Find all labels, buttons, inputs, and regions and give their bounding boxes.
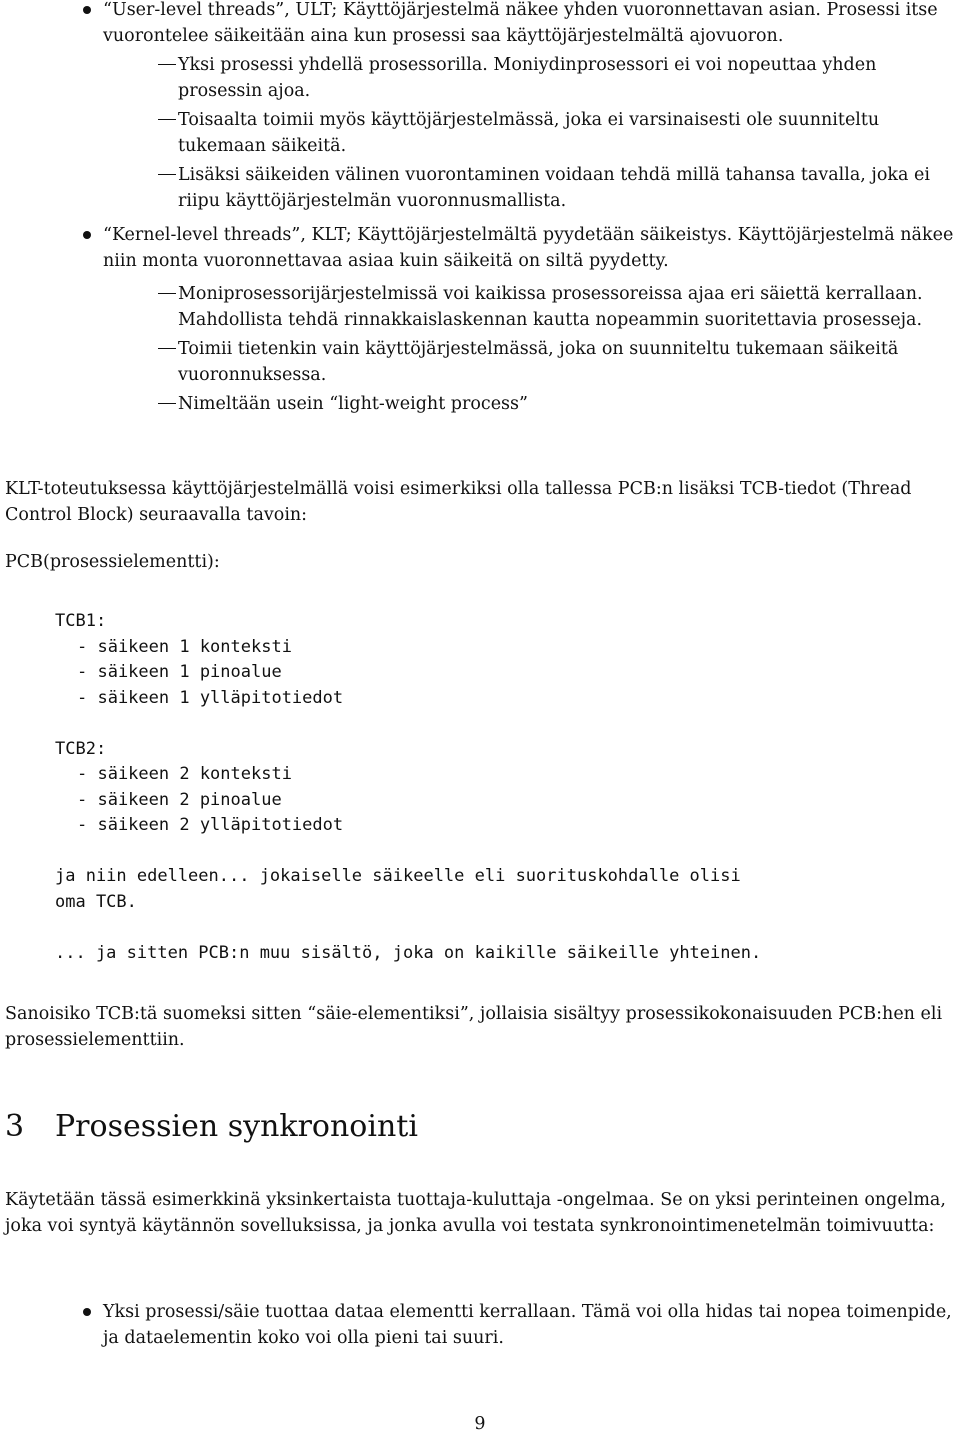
code-line: - säikeen 1 pinoalue xyxy=(77,662,282,682)
code-line: - säikeen 1 konteksti xyxy=(77,636,292,657)
code-line: - säikeen 2 pinoalue xyxy=(77,789,282,810)
bullet-text: “Kernel-level threads”, KLT; Käyttöjärjestelmältä pyydetään säikeistys. Käyttöjärjestelmä näkee niin monta vuoronnettavaa asiaa kuin säikeitä on siltä pyydetty. xyxy=(103,225,954,271)
code-blank-line xyxy=(5,839,955,865)
bullet-list-bottom xyxy=(5,1299,955,1351)
sub-item xyxy=(5,107,955,159)
code-line: - säikeen 2 ylläpitotiedot xyxy=(77,815,344,835)
section-number: 3 xyxy=(5,1109,25,1144)
code-line: TCB2: xyxy=(55,738,107,759)
sub-item xyxy=(5,162,955,214)
sub-item xyxy=(5,52,955,104)
sub-item xyxy=(5,336,955,388)
paragraph-klt: KLT-toteutuksessa käyttöjärjestelmällä voisi esimerkiksi olla tallessa PCB:n lisäksi TCB-tiedot (Thread Control Block) seuraavalla tavoin: xyxy=(5,479,912,525)
paragraph-pcb: PCB(prosessielementti): xyxy=(5,552,220,572)
sub-item-text: Yksi prosessi yhdellä prosessorilla. Moniydinprosessori ei voi nopeuttaa yhden prosessin ajoa. xyxy=(178,55,877,101)
code-line: oma TCB. xyxy=(55,891,137,912)
bullet-dot-icon xyxy=(83,6,91,14)
code-line: ja niin edelleen... jokaiselle säikeelle eli suorituskohdalle olisi xyxy=(55,866,741,886)
bullet-dot-icon xyxy=(83,1308,91,1316)
bullet-text: Yksi prosessi/säie tuottaa dataa elementti kerrallaan. Tämä voi olla hidas tai nopea toimenpide, ja dataelementin koko voi olla pieni tai suuri. xyxy=(103,1302,952,1348)
page-number: 9 xyxy=(474,1414,486,1434)
bullet-dot-icon xyxy=(83,231,91,239)
bullet-item-ult xyxy=(5,0,955,49)
dash-icon xyxy=(158,403,176,404)
code-line: - säikeen 1 ylläpitotiedot xyxy=(77,687,344,708)
code-blank-line xyxy=(5,915,955,941)
sub-item-text: Toimii tietenkin vain käyttöjärjestelmässä, joka on suunniteltu tukemaan säikeitä vuoronnuksessa. xyxy=(178,339,899,385)
dash-icon xyxy=(158,348,176,349)
paragraph-sanoisiko: Sanoisiko TCB:tä suomeksi sitten “säie-elementiksi”, jollaisia sisältyy prosessikokonaisuuden PCB:hen eli prosessielementtiin. xyxy=(5,1004,943,1050)
code-line: ... ja sitten PCB:n muu sisältö, joka on kaikille säikeille yhteinen. xyxy=(55,942,762,963)
code-blank-line xyxy=(5,711,955,737)
dash-icon xyxy=(158,174,176,175)
section-title: Prosessien synkronointi xyxy=(55,1109,418,1144)
bullet-list-top xyxy=(5,0,955,417)
section-heading xyxy=(5,1108,955,1146)
sub-item-text: Toisaalta toimii myös käyttöjärjestelmässä, joka ei varsinaisesti ole suunniteltu tukemaan säikeitä. xyxy=(178,110,880,156)
bullet-item-klt xyxy=(5,222,955,274)
sub-item-text: Lisäksi säikeiden välinen vuorontaminen voidaan tehdä millä tahansa tavalla, joka ei riipu käyttöjärjestelmän vuoronnusmallista. xyxy=(178,165,930,211)
sub-item xyxy=(5,281,955,333)
dash-icon xyxy=(158,119,176,120)
code-block xyxy=(5,609,955,966)
code-line: - säikeen 2 konteksti xyxy=(77,764,292,784)
bullet-text: “User-level threads”, ULT; Käyttöjärjestelmä näkee yhden vuoronnettavan asian. Prosessi itse vuorontelee säikeitään aina kun prosessi saa käyttöjärjestelmältä ajovuoron. xyxy=(103,0,938,46)
sub-item-text: Nimeltään usein “light-weight process” xyxy=(178,394,528,414)
code-line: TCB1: xyxy=(55,611,107,631)
sub-item xyxy=(5,391,955,417)
bullet-item xyxy=(5,1299,955,1351)
sub-item-text: Moniprosessorijärjestelmissä voi kaikissa prosessoreissa ajaa eri säiettä kerrallaan. Mahdollista tehdä rinnakkaislaskennan kautta nopeammin suoritettavia prosesseja. xyxy=(178,284,923,330)
paragraph-intro: Käytetään tässä esimerkkinä yksinkertaista tuottaja-kuluttaja -ongelmaa. Se on yksi perinteinen ongelma, joka voi syntyä käytännön sovelluksissa, ja jonka avulla voi testata synkronointimenetelmän toimivuutta: xyxy=(5,1190,946,1236)
dash-icon xyxy=(158,293,176,294)
dash-icon xyxy=(158,64,176,65)
